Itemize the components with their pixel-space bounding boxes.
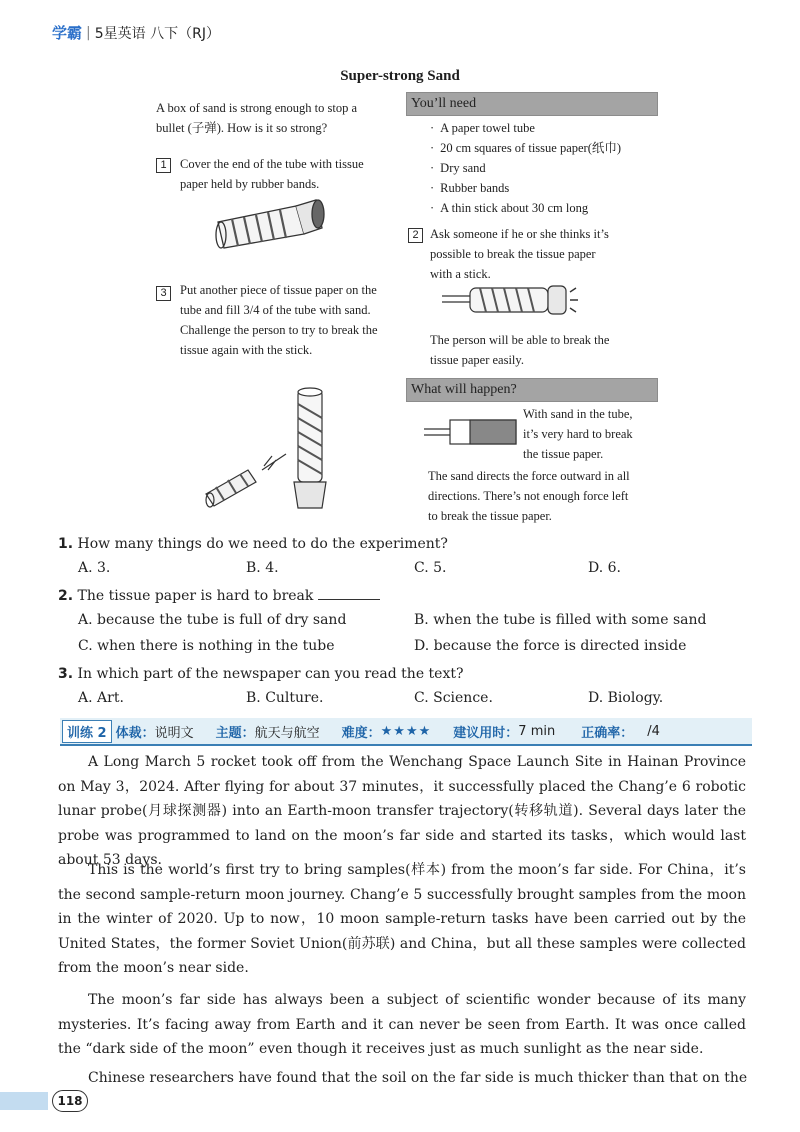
happen-side-text bbox=[523, 404, 673, 464]
question-text: The tissue paper is hard to break bbox=[77, 588, 314, 604]
accuracy-label: 正确率： bbox=[581, 725, 634, 741]
happen-explanation bbox=[428, 466, 678, 526]
need-item: · A thin stick about 30 cm long bbox=[430, 198, 670, 218]
time-value: 7 min bbox=[518, 723, 556, 739]
header-separator: | bbox=[86, 24, 91, 41]
difficulty-label: 难度： bbox=[341, 725, 381, 741]
step-2-result bbox=[430, 330, 670, 370]
option-2b[interactable]: B. when the tube is filled with some sand bbox=[414, 612, 707, 628]
article-paragraph-1: A Long March 5 rocket took off from the Wenchang Space Launch Site in Hainan Province on May 3，2024. After flying for about 37 minutes，it successfully placed the Chang’e 6 robotic lunar probe(月球探测器) into an Earth-moon transfer trajectory(转移轨道). Several days later the probe was programmed to land on the moon’s far side and started its tasks，which would last about 53 days. bbox=[58, 754, 746, 868]
stick-tube-illustration bbox=[440, 282, 590, 318]
step-line: with a stick. bbox=[430, 267, 491, 281]
tube-covered-illustration bbox=[212, 196, 326, 252]
step-line: Put another piece of tissue paper on the bbox=[180, 283, 377, 297]
step-line: Ask someone if he or she thinks it’s bbox=[430, 227, 609, 241]
option-3a[interactable]: A. Art. bbox=[78, 690, 124, 706]
genre-label: 体裁： bbox=[115, 725, 155, 741]
happen-line: the tissue paper. bbox=[523, 447, 604, 461]
question-1 bbox=[58, 532, 448, 556]
option-3d[interactable]: D. Biology. bbox=[588, 690, 664, 706]
option-3c[interactable]: C. Science. bbox=[414, 690, 493, 706]
question-text: In which part of the newspaper can you read the text? bbox=[77, 666, 464, 682]
page-number: 118 bbox=[52, 1090, 88, 1112]
accuracy-value: /4 bbox=[647, 723, 660, 739]
option-1c[interactable]: C. 5. bbox=[414, 560, 447, 576]
result-line: tissue paper easily. bbox=[430, 353, 524, 367]
training-info-bar bbox=[60, 718, 752, 746]
book-title: 5星英语 八下（RJ） bbox=[94, 25, 220, 42]
step-3-text bbox=[180, 280, 406, 360]
step-2-number: 2 bbox=[408, 228, 423, 243]
option-2c[interactable]: C. when there is nothing in the tube bbox=[78, 638, 335, 654]
article-paragraph-4: Chinese researchers have found that the soil on the far side is much thicker than that on the bbox=[88, 1070, 748, 1086]
you-need-banner: You’ll need bbox=[406, 92, 658, 116]
step-line: Challenge the person to try to break the bbox=[180, 323, 378, 337]
brand-logo: 学霸 bbox=[52, 24, 83, 42]
question-number: 2. bbox=[58, 588, 74, 604]
option-1b[interactable]: B. 4. bbox=[246, 560, 279, 576]
question-3 bbox=[58, 662, 464, 686]
question-text: How many things do we need to do the experiment? bbox=[77, 536, 448, 552]
sand-filled-tube-illustration bbox=[422, 412, 520, 452]
article-paragraph-2: This is the world’s first try to bring samples(样本) from the moon’s far side. For China，it’s the second sample-return moon journey. Chang’e 5 successfully brought samples from the moon in the winter of 2020. Up to now，10 moon sample-return tasks have been carried out by the United States，the former Soviet Union(前苏联) and China，but all these samples were collected from the moon’s near side. bbox=[58, 862, 746, 976]
happen-line: With sand in the tube, bbox=[523, 407, 633, 421]
question-number: 1. bbox=[58, 536, 74, 552]
time-label: 建议用时： bbox=[453, 725, 519, 741]
step-line: Cover the end of the tube with tissue bbox=[180, 157, 364, 171]
option-1a[interactable]: A. 3. bbox=[78, 560, 111, 576]
option-2a[interactable]: A. because the tube is full of dry sand bbox=[78, 612, 347, 628]
step-line: paper held by rubber bands. bbox=[180, 177, 320, 191]
happen-line: directions. There’s not enough force left bbox=[428, 489, 629, 503]
question-2 bbox=[58, 584, 380, 608]
book-header bbox=[52, 22, 220, 43]
step-1-number: 1 bbox=[156, 158, 171, 173]
article-paragraph-3: The moon’s far side has always been a subject of scientific wonder because of its many mysteries. It’s facing away from Earth and it can never be seen from Earth. It was once called the “dark side of the moon” even though it receives just as much sunlight as the near side. bbox=[58, 992, 746, 1057]
step-1-text bbox=[180, 154, 400, 194]
need-item: · 20 cm squares of tissue paper(纸巾) bbox=[430, 138, 670, 158]
step-line: tissue again with the stick. bbox=[180, 343, 313, 357]
need-item: · A paper towel tube bbox=[430, 118, 670, 138]
step-2-text bbox=[430, 224, 670, 284]
intro-line: bullet (子弹). How is it so strong? bbox=[156, 121, 328, 135]
answer-blank[interactable] bbox=[318, 599, 380, 600]
intro-line: A box of sand is strong enough to stop a bbox=[156, 101, 358, 115]
training-tag: 训练 2 bbox=[62, 720, 112, 743]
step-line: tube and fill 3/4 of the tube with sand. bbox=[180, 303, 371, 317]
step-3-number: 3 bbox=[156, 286, 171, 301]
genre-value: 说明文 bbox=[154, 725, 194, 741]
happen-line: it’s very hard to break bbox=[523, 427, 633, 441]
footer-accent-bar bbox=[0, 1092, 48, 1110]
need-item: · Rubber bands bbox=[430, 178, 670, 198]
result-line: The person will be able to break the bbox=[430, 333, 610, 347]
reading-intro bbox=[156, 98, 396, 138]
happen-line: The sand directs the force outward in all bbox=[428, 469, 630, 483]
theme-value: 航天与航空 bbox=[254, 725, 320, 741]
question-number: 3. bbox=[58, 666, 74, 682]
what-will-happen-banner: What will happen? bbox=[406, 378, 658, 402]
difficulty-stars: ★★★★ bbox=[380, 723, 432, 739]
reading-title: Super-strong Sand bbox=[340, 68, 460, 84]
step-line: possible to break the tissue paper bbox=[430, 247, 596, 261]
happen-line: to break the tissue paper. bbox=[428, 509, 552, 523]
option-3b[interactable]: B. Culture. bbox=[246, 690, 324, 706]
need-item: · Dry sand bbox=[430, 158, 670, 178]
need-list bbox=[430, 118, 670, 218]
theme-label: 主题： bbox=[215, 725, 255, 741]
sand-tube-illustration bbox=[196, 384, 346, 514]
option-2d[interactable]: D. because the force is directed inside bbox=[414, 638, 687, 654]
option-1d[interactable]: D. 6. bbox=[588, 560, 621, 576]
